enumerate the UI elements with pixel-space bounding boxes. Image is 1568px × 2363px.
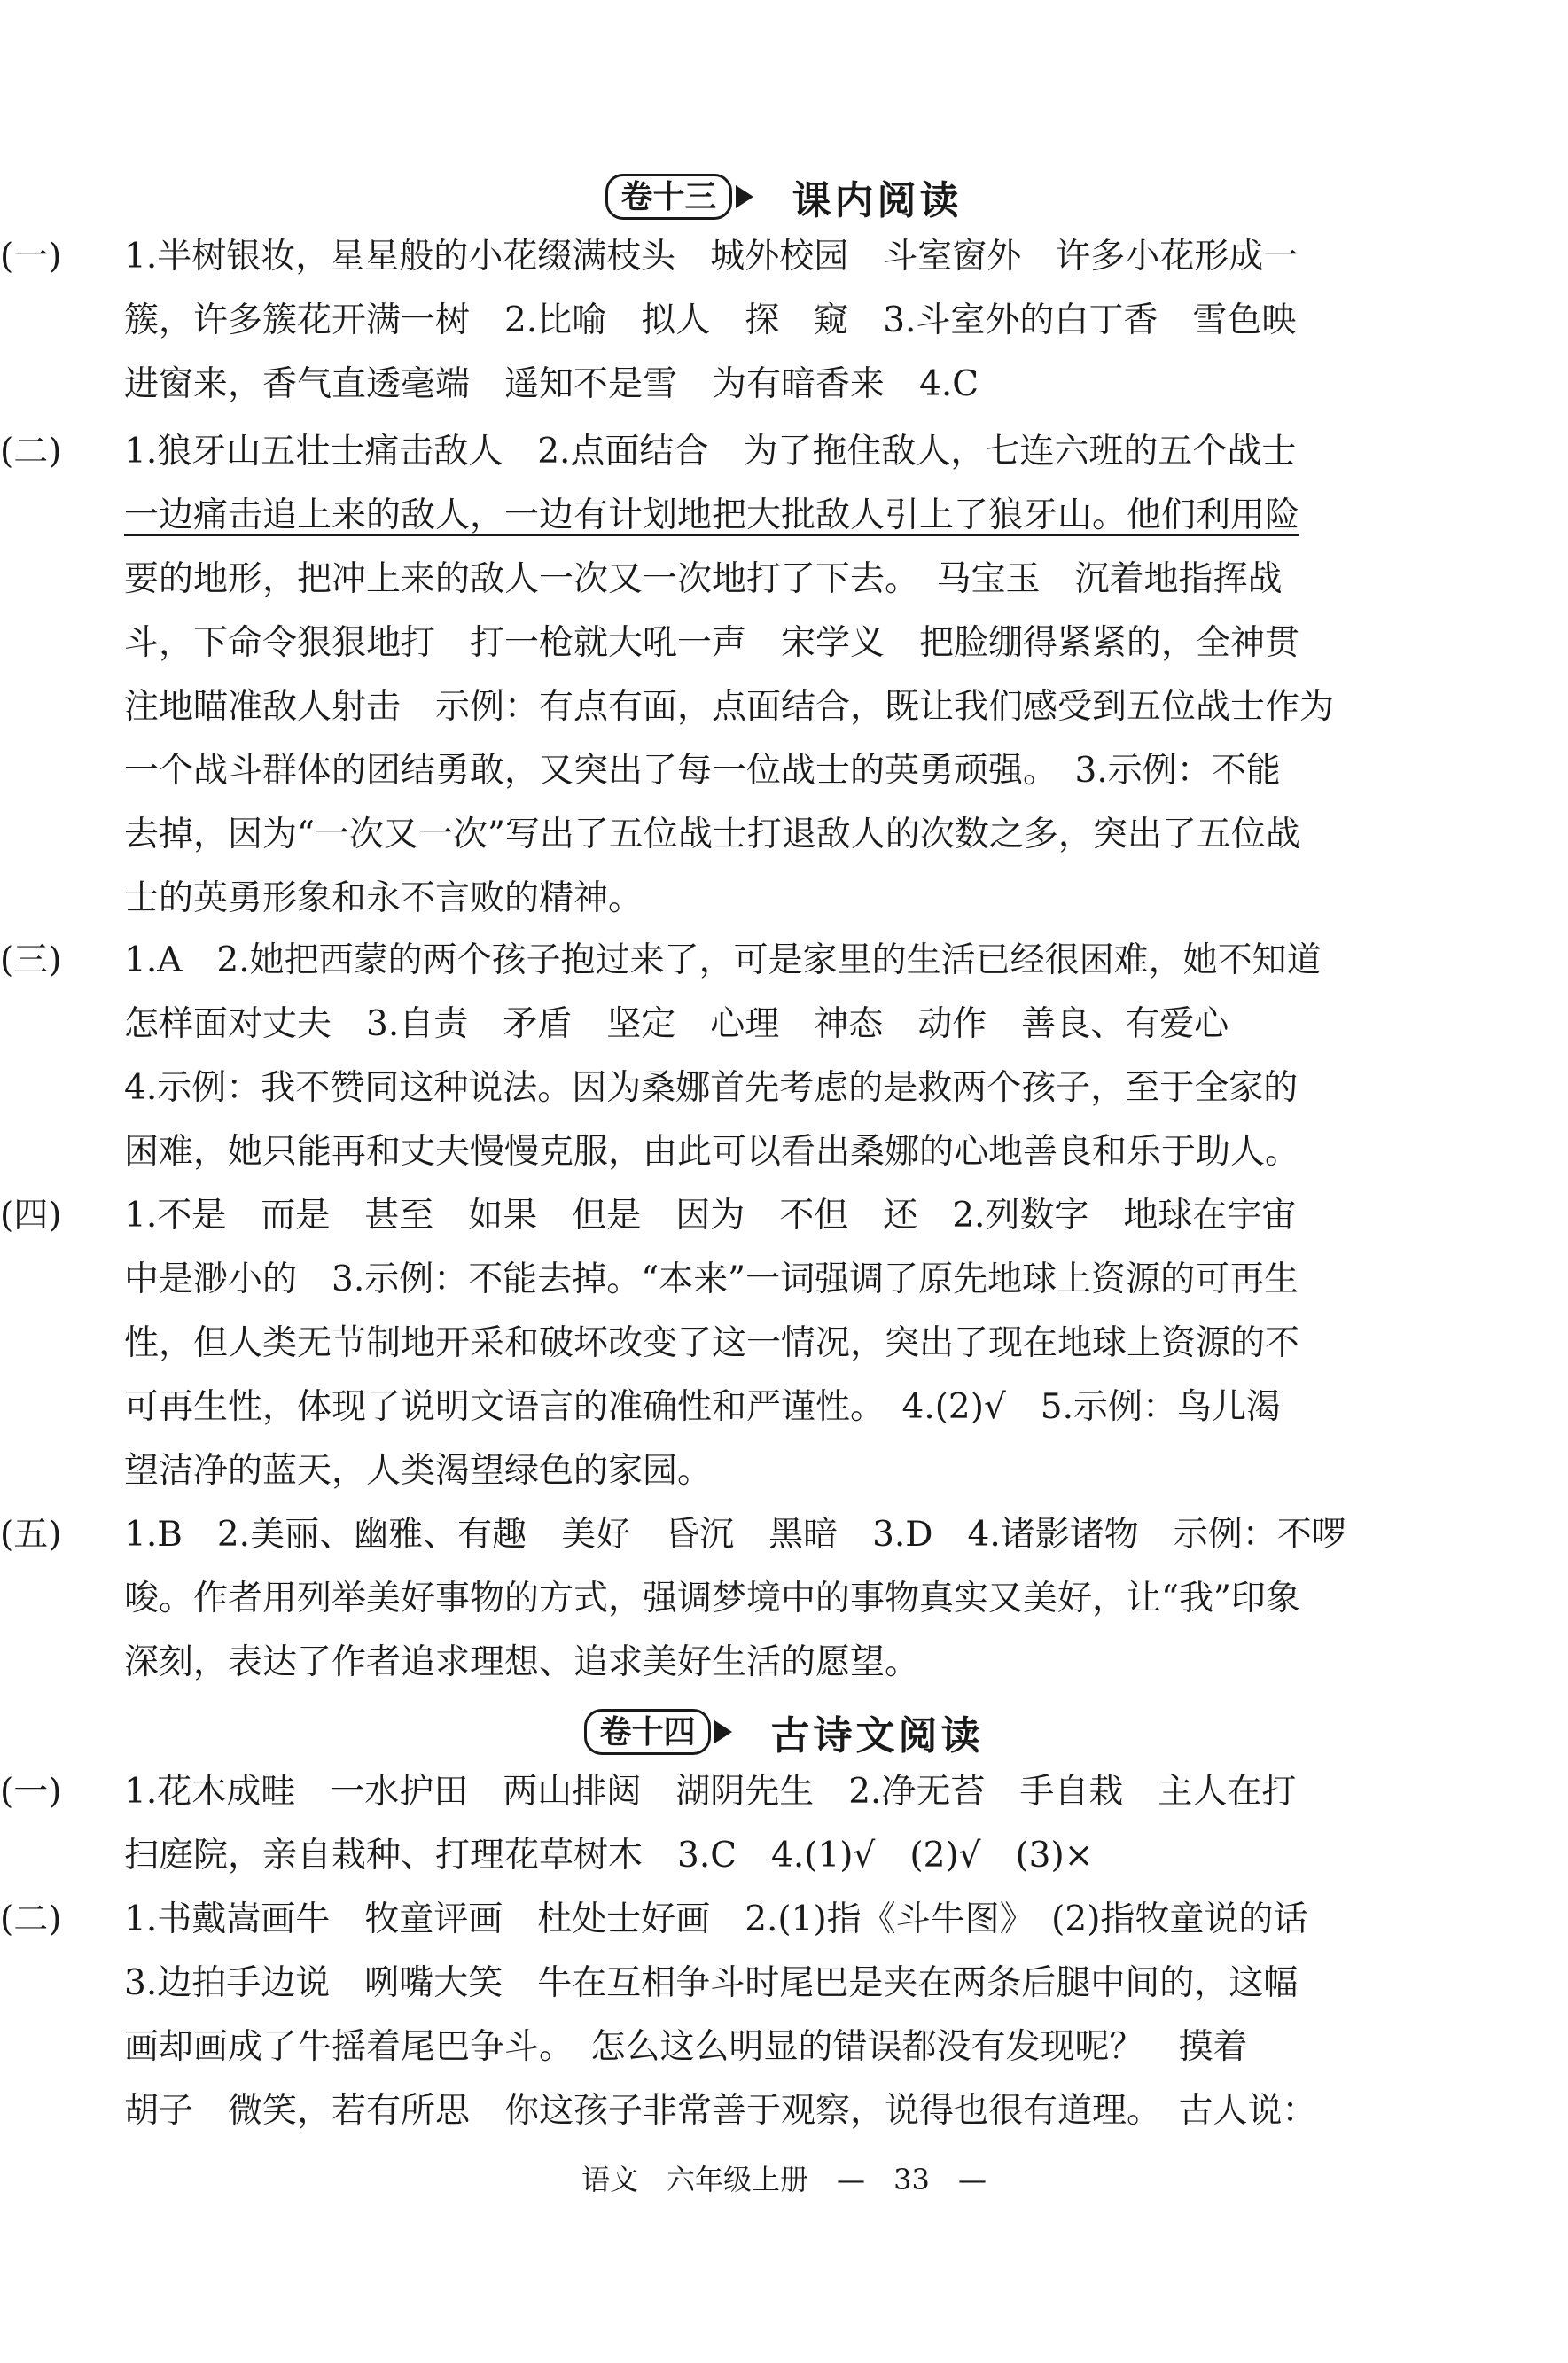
answer-line: 1.半树银妆，星星般的小花缀满枝头 城外校园 斗室窗外 许多小花形成一 [124,237,1299,277]
answer-line: 深刻，表达了作者追求理想、追求美好生活的愿望。 [124,1642,920,1682]
item-number: (二) [0,1899,62,1939]
answer-line: 1.花木成畦 一水护田 两山排闼 湖阴先生 2.净无苔 手自栽 主人在打 [124,1772,1297,1812]
answer-line: 注地瞄准敌人射击 示例：有点有面，点面结合，既让我们感受到五位战士作为 [124,687,1335,727]
item-number: (四) [0,1196,62,1236]
answer-line: 怎样面对丈夫 3.自责 矛盾 坚定 心理 神态 动作 善良、有爱心 [124,1004,1229,1044]
section-title: 古诗文阅读 [770,1713,984,1759]
answer-line: 1.B 2.美丽、幽雅、有趣 美好 昏沉 黑暗 3.D 4.诸影诸物 示例：不啰 [124,1515,1346,1555]
section-badge [605,174,753,220]
answer-line: 画却画成了牛摇着尾巴争斗。 怎么这么明显的错误都没有发现呢？ 摸着 [124,2027,1248,2067]
answer-line: 进窗来，香气直透毫端 遥知不是雪 为有暗香来 4.C [124,364,979,404]
answer-line: 3.边拍手边说 咧嘴大笑 牛在互相争斗时尾巴是夹在两条后腿中间的，这幅 [124,1963,1299,2003]
answer-line: 困难，她只能再和丈夫慢慢克服，由此可以看出桑娜的心地善良和乐于助人。 [124,1132,1300,1172]
answer-block-13-1 [0,225,1480,417]
answer-line: 要的地形，把冲上来的敌人一次又一次地打了下去。 马宝玉 沉着地指挥战 [124,559,1283,599]
answer-line: 去掉，因为“一次又一次”写出了五位战士打退敌人的次数之多，突出了五位战 [124,815,1300,854]
answer-line: 1.不是 而是 甚至 如果 但是 因为 不但 还 2.列数字 地球在宇宙 [124,1196,1297,1236]
answer-line: 1.书戴嵩画牛 牧童评画 杜处士好画 2.(1)指《斗牛图》 (2)指牧童说的话 [124,1899,1308,1939]
item-number: (一) [0,1772,62,1812]
answer-line: 扫庭院，亲自栽种、打理花草树木 3.C 4.(1)√ (2)√ (3)× [124,1836,1094,1876]
answer-line: 1.狼牙山五壮士痛击敌人 2.点面结合 为了拖住敌人，七连六班的五个战士 [124,432,1297,472]
play-triangle-icon [714,1720,732,1743]
answer-line: 士的英勇形象和永不言败的精神。 [124,878,644,918]
answer-line: 簇，许多簇花开满一树 2.比喻 拟人 探 窥 3.斗室外的白丁香 雪色映 [124,300,1297,340]
item-number: (二) [0,432,62,472]
answer-block-14-2 [0,1888,1480,2143]
item-number: (三) [0,940,62,980]
answer-line: 1.A 2.她把西蒙的两个孩子抱过来了，可是家里的生活已经很困难，她不知道 [124,940,1322,980]
section-title: 课内阅读 [792,178,963,223]
section-header-13 [0,168,1568,225]
answer-line: 可再生性，体现了说明文语言的准确性和严谨性。 4.(2)√ 5.示例：鸟儿渴 [124,1387,1282,1427]
section-header-14 [0,1704,1568,1760]
answer-line: 中是渺小的 3.示例：不能去掉。“本来”一词强调了原先地球上资源的可再生 [124,1259,1299,1299]
item-number: (一) [0,237,62,277]
answer-line: 胡子 微笑，若有所思 你这孩子非常善于观察，说得也很有道理。 古人说： [124,2091,1317,2131]
answer-line: 唆。作者用列举美好事物的方式，强调梦境中的事物真实又美好，让“我”印象 [124,1579,1300,1618]
section-badge-label: 卷十三 [605,174,731,220]
play-triangle-icon [736,185,753,208]
answer-block-13-4 [0,1184,1480,1503]
section-badge [584,1709,731,1755]
answer-line: 斗，下命令狠狠地打 打一枪就大吼一声 宋学义 把脸绷得紧紧的，全神贯 [124,623,1300,663]
answer-line: 性，但人类无节制地开采和破坏改变了这一情况，突出了现在地球上资源的不 [124,1323,1300,1363]
answer-block-13-3 [0,929,1480,1184]
answer-block-13-5 [0,1503,1480,1695]
answer-line-underlined: 一边痛击追上来的敌人，一边有计划地把大批敌人引上了狼牙山。他们利用险 [124,495,1300,535]
answer-line: 一个战斗群体的团结勇敢，又突出了每一位战士的英勇顽强。 3.示例：不能 [124,751,1281,791]
answer-line: 4.示例：我不赞同这种说法。因为桑娜首先考虑的是救两个孩子，至于全家的 [124,1068,1299,1108]
answer-line: 望洁净的蓝天，人类渴望绿色的家园。 [124,1451,713,1491]
section-badge-label: 卷十四 [584,1709,710,1755]
page-footer: 语文 六年级上册 — 33 — [581,2163,987,2196]
answer-block-14-1 [0,1760,1480,1888]
item-number: (五) [0,1515,62,1555]
answer-block-13-2 [0,420,1480,931]
